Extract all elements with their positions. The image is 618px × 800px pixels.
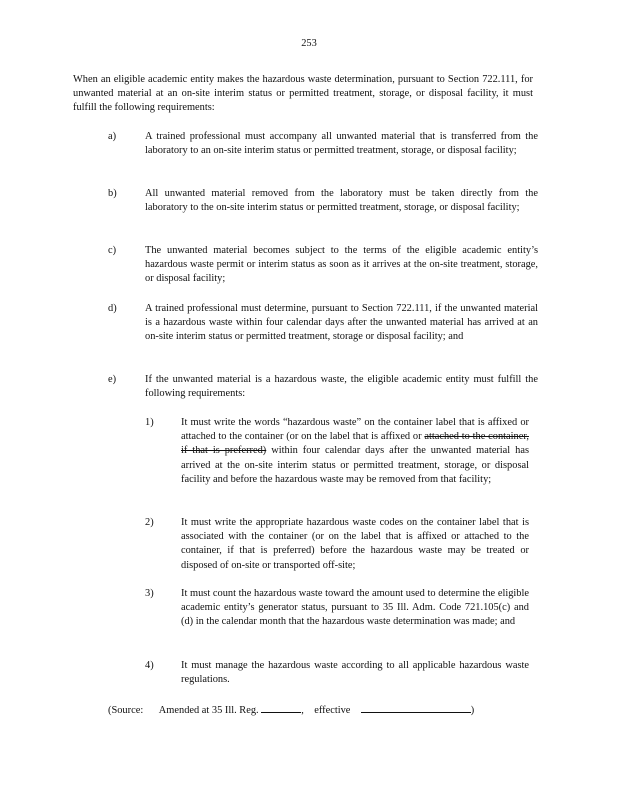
list-item-e [108,373,538,401]
list-item-b [108,187,538,215]
sublist-marker: 2) [145,517,154,528]
list-item-text: All unwanted material removed from the laboratory must be taken directly from the laboratory to the on-site interim status or permitted treatment, storage, or disposal facility; [145,188,538,214]
list-item-text: A trained professional must accompany all unwanted material that is transferred from the laboratory to an on-site interim status or permitted treatment, storage, or disposal facility; [145,131,538,157]
sublist-item-text [181,416,529,487]
sublist-marker: 3) [145,588,154,599]
intro-paragraph: When an eligible academic entity makes the hazardous waste determination, pursuant to Section 722.111, for unwanted material at an on-site interim status or permitted treatment, storage, or disposal facility, it must fulfill the following requirements: [73,74,533,114]
list-item-c [108,244,538,287]
list-marker: a) [108,131,117,142]
sublist-item-2 [145,516,530,573]
list-item-d [108,302,538,345]
sublist-marker: 1) [145,417,154,428]
source-amended: Amended at 35 Ill. Reg. [158,705,259,716]
effective-date-blank [361,701,471,713]
sublist-text-before: It must write the words “hazardous waste” on the container label that is affixed or attached to the container (or on the label that is affixed or [181,417,529,443]
struck-text: attached to the container, if that is preferred) [181,431,529,457]
sublist-item-3 [145,587,530,630]
list-item-text: The unwanted material becomes subject to the terms of the eligible academic entity’s hazardous waste permit or interim status as soon as it arrives at the on-site treatment, storage, or disposal facility; [145,245,538,285]
list-marker: d) [108,303,117,314]
list-item-text: If the unwanted material is a hazardous waste, the eligible academic entity must fulfill the following requirements: [145,374,538,400]
register-blank [261,701,301,713]
sublist-item-1 [145,416,530,487]
source-note [108,701,538,718]
sublist-text-after: within four calendar days after the unwanted material has arrived at the on-site interim status or permitted treatment, storage, or disposal facility and before the hazardous waste may be removed from that facility; [181,445,529,485]
list-item-text: A trained professional must determine, pursuant to Section 722.111, if the unwanted material is a hazardous waste within four calendar days after the unwanted material has arrived at an on-site interim status or permitted treatment, storage or disposal facility; and [145,303,538,343]
sublist-item-text: It must write the appropriate hazardous waste codes on the container label that is associated with the container (or on the label that is affixed or attached to the container, if that is preferred) before the hazardous waste may be treated or disposed of on-site or transported off-site; [181,517,529,571]
sublist-item-4 [145,659,530,687]
source-effective: effective [314,705,351,716]
list-marker: c) [108,245,117,256]
list-marker: b) [108,188,117,199]
sublist-item-text: It must count the hazardous waste toward the amount used to determine the eligible academic entity’s generator status, pursuant to 35 Ill. Adm. Code 721.105(c) and (d) in the calendar month that the hazardous waste determination was made; and [181,588,529,628]
sublist-marker: 4) [145,660,154,671]
sublist-item-text: It must manage the hazardous waste according to all applicable hazardous waste regulations. [181,660,529,686]
source-comma: , [301,705,304,716]
list-marker: e) [108,374,117,385]
source-open: (Source: [108,705,144,716]
list-item-a [108,130,538,158]
source-close: ) [470,705,475,716]
page-number: 253 [301,38,317,49]
